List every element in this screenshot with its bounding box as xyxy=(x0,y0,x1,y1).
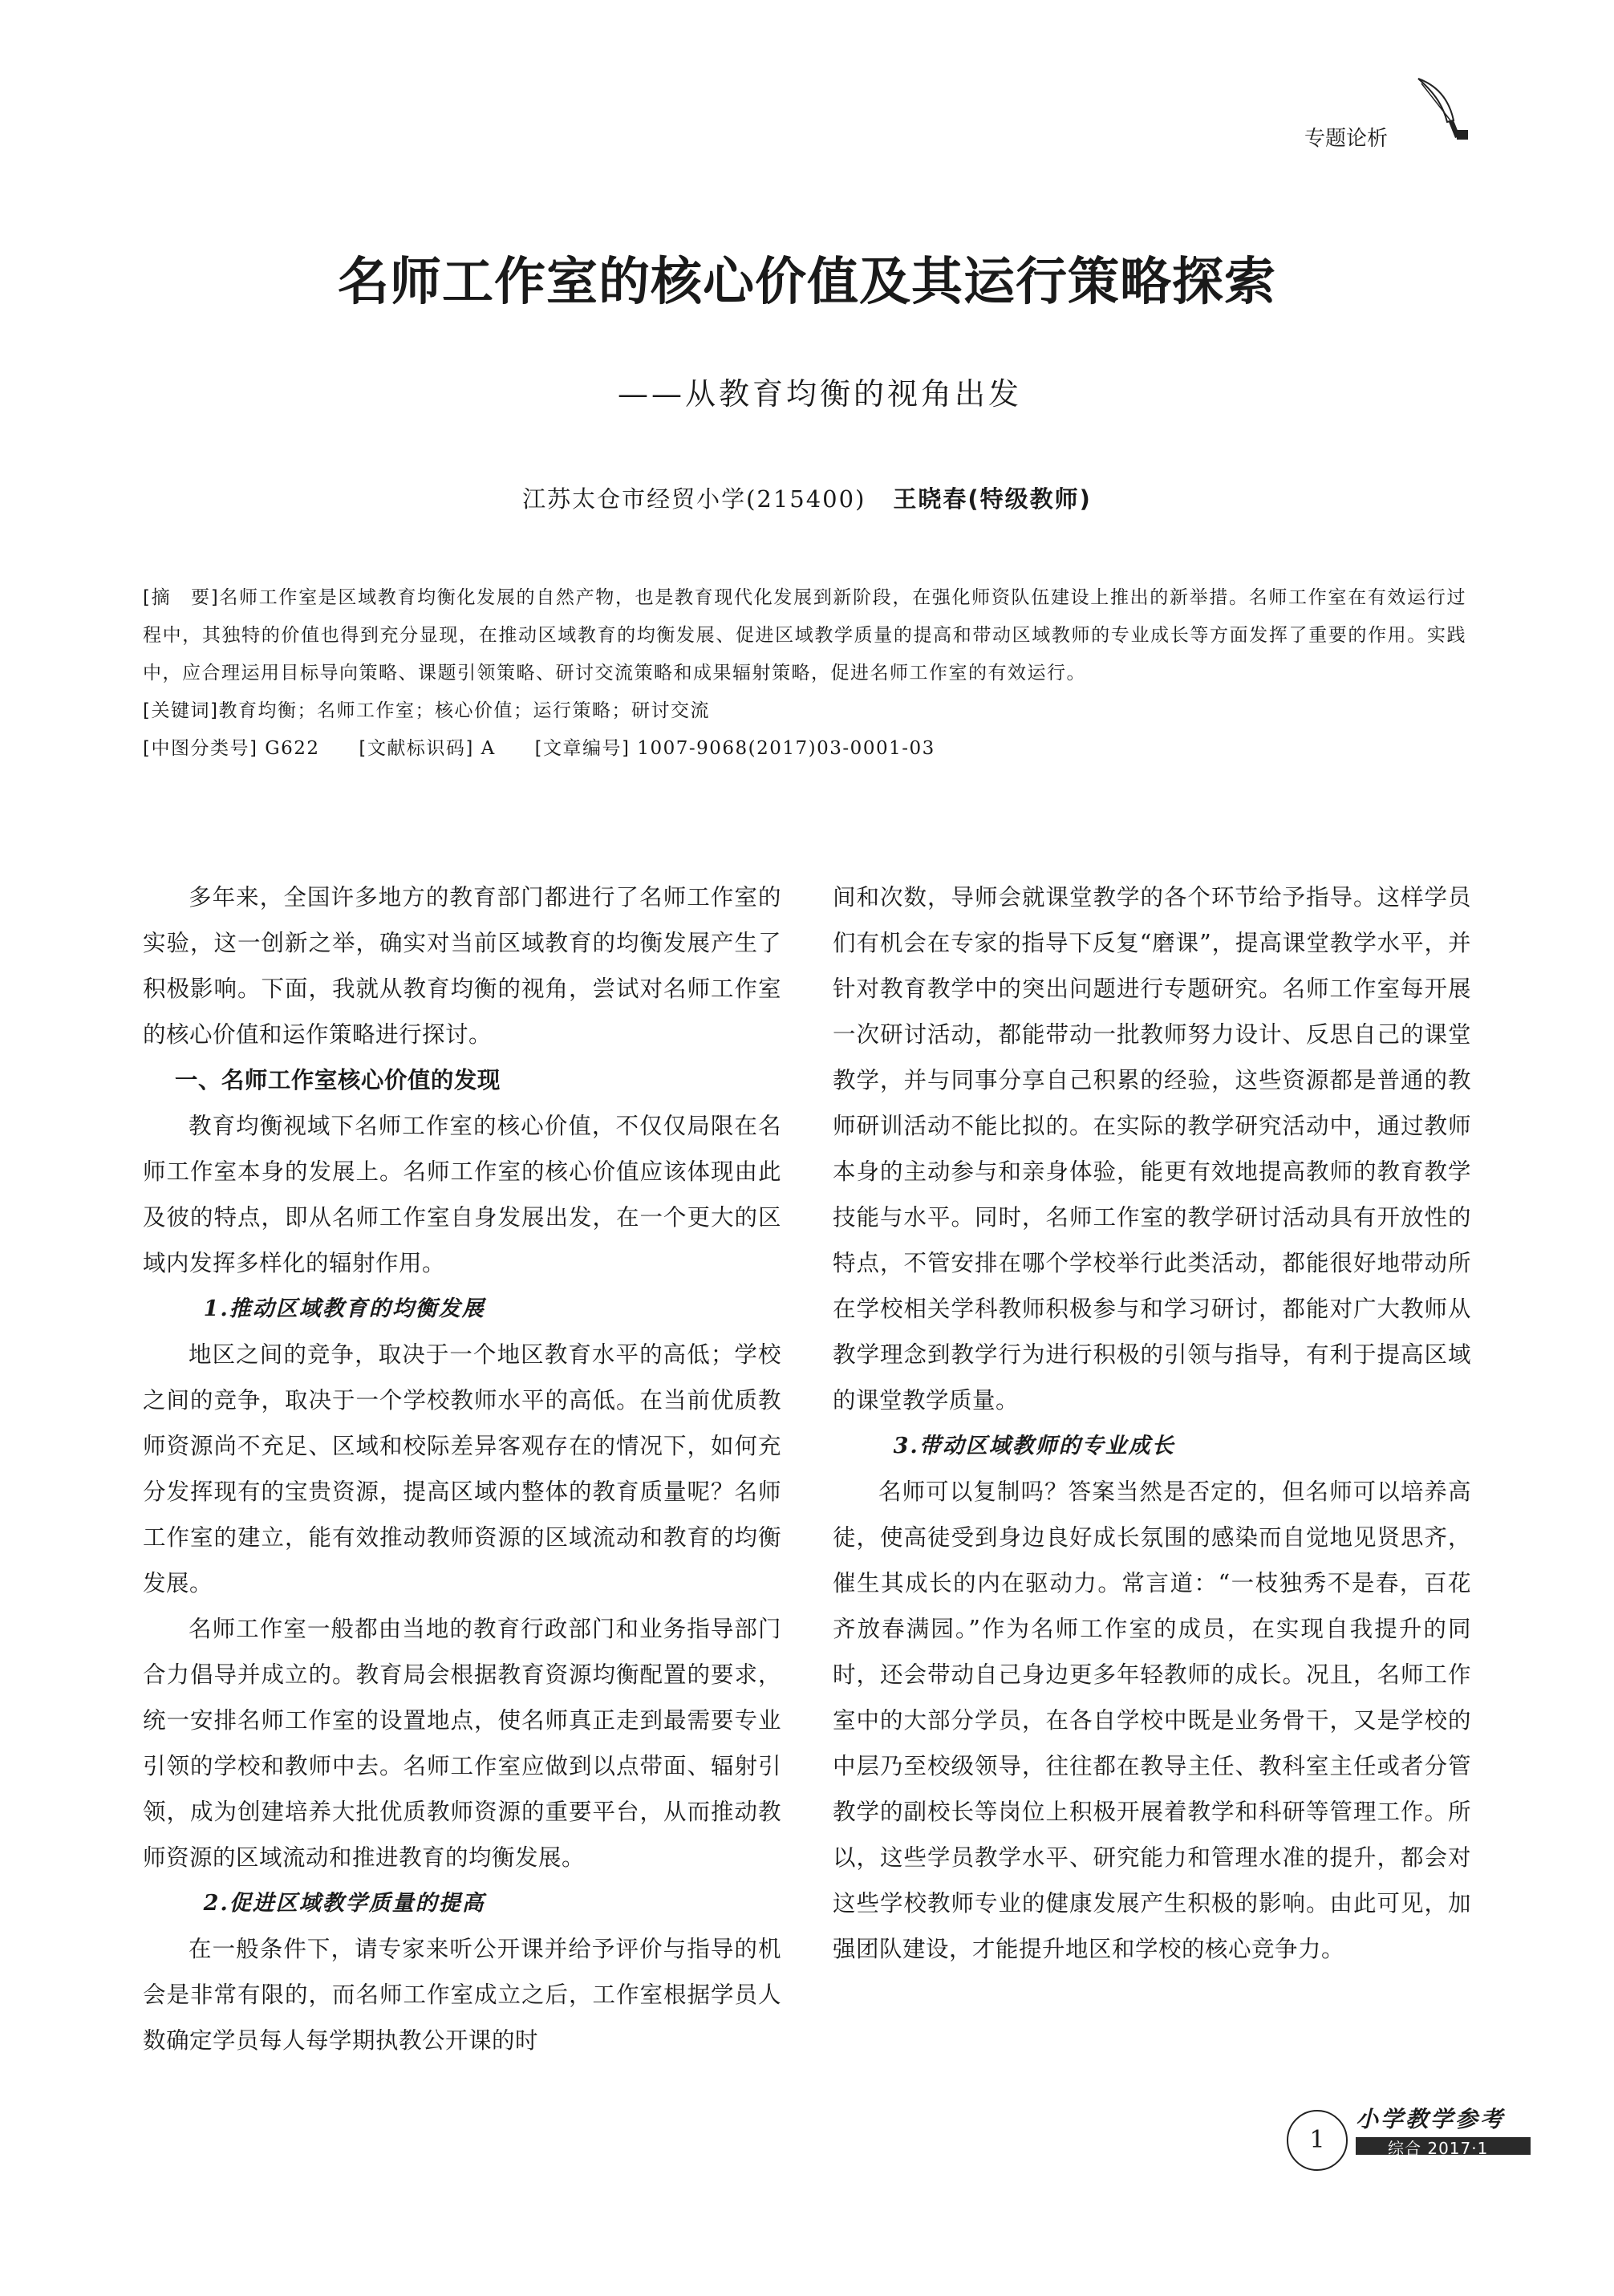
quill-pen-icon xyxy=(1412,74,1470,146)
clc-label: [中图分类号] xyxy=(143,738,258,759)
paragraph: 名师工作室一般都由当地的教育行政部门和业务指导部门合力倡导并成立的。教育局会根据教育资源均衡配置的要求，统一安排名师工作室的设置地点，使名师真正走到最需要专业引领的学校和教师中去。名师工作室应做到以点带面、辐射引领，成为创建培养大批优质教师资源的重要平台，从而推动教师资源的区域流动和推进教育的均衡发展。 xyxy=(143,1616,781,1871)
journal-issue: 综合 2017·1 xyxy=(1388,2139,1489,2158)
section-heading: 一、名师工作室核心价值的发现 xyxy=(174,1067,501,1093)
paragraph: 教育均衡视域下名师工作室的核心价值，不仅仅局限在名师工作室本身的发展上。名师工作室的核心价值应该体现由此及彼的特点，即从名师工作室自身发展出发，在一个更大的区域内发挥多样化的辐射作用。 xyxy=(143,1113,781,1276)
author-line xyxy=(0,481,1614,514)
abstract-text: 名师工作室是区域教育均衡化发展的自然产物，也是教育现代化发展到新阶段，在强化师资队伍建设上推出的新举措。名师工作室在有效运行过程中，其独特的价值也得到充分显现，在推动区域教育的均衡发展、促进区域教学质量的提高和带动区域教师的专业成长等方面发挥了重要的作用。实践中，应合理运用目标导向策略、课题引领策略、研讨交流策略和成果辐射策略，促进名师工作室的有效运行。 xyxy=(143,587,1466,684)
clc-value: G622 xyxy=(265,738,320,759)
journal-name: 小学教学参考 xyxy=(1356,2106,1506,2132)
paragraph-continued: 间和次数，导师会就课堂教学的各个环节给予指导。这样学员们有机会在专家的指导下反复“磨课”，提高课堂教学水平，并针对教育教学中的突出问题进行专题研究。名师工作室每开展一次研讨活动，都能带动一批教师努力设计、反思自己的课堂教学，并与同事分享自己积累的经验，这些资源都是普通的教师研训活动不能比拟的。在实际的教学研究活动中，通过教师本身的主动参与和亲身体验，能更有效地提高教师的教育教学技能与水平。同时，名师工作室的教学研讨活动具有开放性的特点，不管安排在哪个学校举行此类活动，都能很好地带动所在学校相关学科教师积极参与和学习研讨，都能对广大教师从教学理念到教学行为进行积极的引领与指导，有利于提高区域的课堂教学质量。 xyxy=(833,884,1471,1414)
article-subtitle: ——从教育均衡的视角出发 xyxy=(618,376,1023,412)
article-no-value: 1007-9068(2017)03-0001-03 xyxy=(637,738,935,759)
keywords-label: [关键词] xyxy=(143,700,219,721)
article-no-label: [文章编号] xyxy=(534,738,631,759)
paragraph: 多年来，全国许多地方的教育部门都进行了名师工作室的实验，这一创新之举，确实对当前区域教育的均衡发展产生了积极影响。下面，我就从教育均衡的视角，尝试对名师工作室的核心价值和运作策略进行探讨。 xyxy=(143,884,781,1048)
doc-code-label: [文献标识码] xyxy=(359,738,474,759)
section-tag: 专题论析 xyxy=(1304,127,1388,151)
abstract xyxy=(143,579,1466,692)
subsection-heading: 3.带动区域教师的专业成长 xyxy=(893,1434,1175,1458)
doc-code-value: A xyxy=(481,738,496,759)
abstract-block xyxy=(143,579,1466,768)
paragraph: 地区之间的竞争，取决于一个地区教育水平的高低；学校之间的竞争，取决于一个学校教师水平的高低。在当前优质教师资源尚不充足、区域和校际差异客观存在的情况下，如何充分发挥现有的宝贵资源，提高区域内整体的教育质量呢？名师工作室的建立，能有效推动教师资源的区域流动和教育的均衡发展。 xyxy=(143,1341,781,1596)
author-affiliation: 江苏太仓市经贸小学(215400) xyxy=(522,485,866,513)
page-number: 1 xyxy=(1287,2110,1348,2171)
classification-codes xyxy=(143,730,1466,768)
subsection-heading: 2.促进区域教学质量的提高 xyxy=(203,1891,485,1916)
keywords-text: 教育均衡；名师工作室；核心价值；运行策略；研讨交流 xyxy=(218,700,710,721)
paragraph: 在一般条件下，请专家来听公开课并给予评价与指导的机会是非常有限的，而名师工作室成立之后，工作室根据学员人数确定学员每人每学期执教公开课的时 xyxy=(143,1936,781,2054)
subsection-heading: 1.推动区域教育的均衡发展 xyxy=(203,1296,485,1321)
body-column-left xyxy=(143,874,781,2063)
abstract-label: [摘 要] xyxy=(143,587,220,608)
paragraph: 名师可以复制吗？答案当然是否定的，但名师可以培养高徒，使高徒受到身边良好成长氛围的感染而自觉地见贤思齐，催生其成长的内在驱动力。常言道：“一枝独秀不是春，百花齐放春满园。”作为名师工作室的成员，在实现自我提升的同时，还会带动自己身边更多年轻教师的成长。况且，名师工作室中的大部分学员，在各自学校中既是业务骨干，又是学校的中层乃至校级领导，往往都在教导主任、教科室主任或者分管教学的副校长等岗位上积极开展着教学和科研等管理工作。所以，这些学员教学水平、研究能力和管理水准的提升，都会对这些学校教师专业的健康发展产生积极的影响。由此可见，加强团队建设，才能提升地区和学校的核心竞争力。 xyxy=(833,1479,1471,1962)
keywords xyxy=(143,692,1466,730)
body-column-right xyxy=(833,874,1471,1972)
article-title: 名师工作室的核心价值及其运行策略探索 xyxy=(338,253,1276,312)
author-name: 王晓春(特级教师) xyxy=(893,485,1092,513)
